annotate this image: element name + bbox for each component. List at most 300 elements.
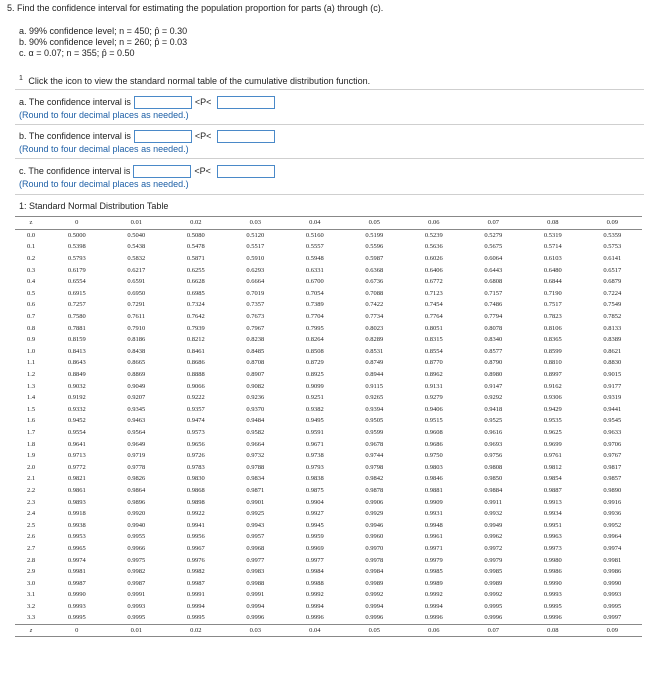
table-row [15,299,642,311]
probability-cell: 0.7881 [67,324,86,332]
probability-cell: 0.6628 [186,278,205,286]
answer-a-upper-input[interactable] [217,96,275,109]
table-row [15,369,642,381]
probability-cell: 0.9982 [127,568,146,576]
probability-cell: 0.5714 [543,243,562,251]
probability-cell: 0.9115 [365,382,384,390]
probability-cell: 0.9719 [127,452,146,460]
probability-cell: 0.5398 [67,243,86,251]
probability-cell: 0.9972 [484,544,503,552]
probability-cell: 0.8186 [127,336,146,344]
probability-cell: 0.9515 [424,417,443,425]
probability-cell: 0.8621 [603,347,622,355]
table-row [15,589,642,601]
probability-cell: 0.6772 [424,278,443,286]
probability-cell: 0.8106 [543,324,562,332]
table-row [15,508,642,520]
probability-cell: 0.9989 [484,579,503,587]
probability-cell: 0.7123 [424,289,443,297]
probability-cell: 0.9995 [67,614,86,622]
table-footer-cell: 0.01 [107,624,167,637]
probability-cell: 0.9656 [186,440,205,448]
probability-cell: 0.9599 [365,428,384,436]
probability-cell: 0.9980 [543,556,562,564]
probability-cell: 0.9938 [67,521,86,529]
probability-cell: 0.9429 [543,405,562,413]
z-value-cell: 0.2 [26,255,36,263]
probability-cell: 0.9875 [305,486,324,494]
probability-cell: 0.7910 [127,324,146,332]
probability-cell: 0.9992 [305,591,324,599]
z-value-cell: 1.7 [26,428,36,436]
table-row [15,253,642,265]
table-footer-cell: 0.02 [166,624,226,637]
probability-cell: 0.9904 [305,498,324,506]
table-row [15,543,642,555]
probability-cell: 0.9817 [603,463,622,471]
z-value-cell: 1.5 [26,405,36,413]
probability-cell: 0.9861 [67,486,86,494]
probability-cell: 0.9977 [246,556,265,564]
table-row [15,577,642,589]
probability-cell: 0.9726 [186,452,205,460]
probability-cell: 0.5478 [186,243,205,251]
probability-cell: 0.9788 [246,463,265,471]
probability-cell: 0.9474 [186,417,205,425]
probability-cell: 0.9649 [127,440,146,448]
probability-cell: 0.9967 [186,544,205,552]
z-value-cell: 3.1 [26,591,36,599]
probability-cell: 0.9871 [246,486,265,494]
probability-cell: 0.9911 [484,498,503,506]
probability-cell: 0.9678 [365,440,384,448]
probability-cell: 0.9898 [186,498,205,506]
table-footer-cell: 0.05 [345,624,405,637]
probability-cell: 0.9505 [365,417,384,425]
probability-cell: 0.9925 [246,510,265,518]
probability-cell: 0.7549 [603,301,622,309]
table-header-cell: 0.01 [107,217,167,230]
probability-cell: 0.9931 [424,510,443,518]
probability-cell: 0.9826 [127,475,146,483]
probability-cell: 0.5910 [246,255,265,263]
z-value-cell: 2.1 [26,475,36,483]
probability-cell: 0.9916 [603,498,622,506]
z-value-cell: 3.3 [26,614,36,622]
table-row [15,485,642,497]
probability-cell: 0.9236 [246,394,265,402]
table-row [15,392,642,404]
question-number: 5. [7,3,15,13]
probability-cell: 0.9968 [246,544,265,552]
z-value-cell: 2.8 [26,556,36,564]
probability-cell: 0.9767 [603,452,622,460]
hint-text: Click the icon to view the standard normal table of the cumulative distribution function. [28,76,371,86]
table-row [15,334,642,346]
probability-cell: 0.9963 [543,533,562,541]
probability-cell: 0.5438 [127,243,146,251]
probability-cell: 0.9992 [365,591,384,599]
z-value-cell: 0.1 [26,243,36,251]
divider [15,158,644,159]
probability-cell: 0.8023 [365,324,384,332]
probability-cell: 0.9965 [67,544,86,552]
probability-cell: 0.9997 [603,614,622,622]
probability-cell: 0.6103 [543,255,562,263]
probability-cell: 0.5160 [305,231,324,239]
probability-cell: 0.9987 [67,579,86,587]
probability-cell: 0.9981 [603,556,622,564]
probability-cell: 0.9966 [127,544,146,552]
answer-a-lower-input[interactable] [134,96,192,109]
probability-cell: 0.9535 [543,417,562,425]
table-row [15,346,642,358]
probability-cell: 0.5040 [127,231,146,239]
probability-cell: 0.5596 [365,243,384,251]
part-c: c. α = 0.07; n = 355; p̂ = 0.50 [19,48,135,58]
probability-cell: 0.5832 [127,255,146,263]
z-value-cell: 1.8 [26,440,36,448]
probability-cell: 0.9838 [305,475,324,483]
answer-b [19,129,275,154]
probability-cell: 0.9901 [246,498,265,506]
probability-cell: 0.6217 [127,266,146,274]
probability-cell: 0.5199 [365,231,384,239]
probability-cell: 0.9582 [246,428,265,436]
probability-cell: 0.9319 [603,394,622,402]
probability-cell: 0.9608 [424,428,443,436]
probability-cell: 0.6368 [365,266,384,274]
probability-cell: 0.9932 [484,510,503,518]
probability-cell: 0.9864 [127,486,146,494]
answer-c-lower-input[interactable] [133,165,191,178]
probability-cell: 0.9995 [186,614,205,622]
probability-cell: 0.9984 [305,568,324,576]
probability-cell: 0.9991 [186,591,205,599]
probability-cell: 0.8508 [305,347,324,355]
table-footer-cell: 0.08 [523,624,583,637]
z-value-cell: 2.6 [26,533,36,541]
probability-cell: 0.6517 [603,266,622,274]
probability-cell: 0.8078 [484,324,503,332]
probability-cell: 0.9906 [365,498,384,506]
z-value-cell: 0.6 [26,301,36,309]
probability-cell: 0.9732 [246,452,265,460]
probability-cell: 0.8997 [543,371,562,379]
probability-cell: 0.7642 [186,313,205,321]
probability-cell: 0.9671 [305,440,324,448]
z-value-cell: 2.3 [26,498,36,506]
table-header-cell: 0.07 [464,217,524,230]
probability-cell: 0.7967 [246,324,265,332]
probability-cell: 0.8531 [365,347,384,355]
table-header-cell: 0.02 [166,217,226,230]
z-value-cell: 0.5 [26,289,36,297]
probability-cell: 0.9162 [543,382,562,390]
probability-cell: 0.9881 [424,486,443,494]
probability-cell: 0.9896 [127,498,146,506]
probability-cell: 0.9207 [127,394,146,402]
probability-cell: 0.9591 [305,428,324,436]
probability-cell: 0.9941 [186,521,205,529]
probability-cell: 0.9984 [365,568,384,576]
table-row [15,461,642,473]
probability-cell: 0.7939 [186,324,205,332]
probability-cell: 0.8461 [186,347,205,355]
probability-cell: 0.9332 [67,405,86,413]
z-value-cell: 1.3 [26,382,36,390]
probability-cell: 0.8980 [484,371,503,379]
probability-cell: 0.5000 [67,231,86,239]
probability-cell: 0.9995 [603,602,622,610]
probability-cell: 0.9099 [305,382,324,390]
probability-cell: 0.9986 [543,568,562,576]
probability-cell: 0.9382 [305,405,324,413]
probability-cell: 0.9306 [543,394,562,402]
probability-cell: 0.9962 [484,533,503,541]
table-footer-cell: 0.03 [226,624,286,637]
probability-cell: 0.9370 [246,405,265,413]
probability-cell: 0.6406 [424,266,443,274]
probability-cell: 0.9949 [484,521,503,529]
probability-cell: 0.6141 [603,255,622,263]
probability-cell: 0.6064 [484,255,503,263]
probability-cell: 0.8438 [127,347,146,355]
probability-cell: 0.9525 [484,417,503,425]
probability-cell: 0.7734 [365,313,384,321]
parts-list [19,26,187,59]
probability-cell: 0.9990 [543,579,562,587]
table-row [15,554,642,566]
probability-cell: 0.5517 [246,243,265,251]
probability-cell: 0.8264 [305,336,324,344]
probability-cell: 0.9686 [424,440,443,448]
probability-cell: 0.6736 [365,278,384,286]
table-header-cell: 0.06 [404,217,464,230]
z-value-cell: 2.9 [26,568,36,576]
table-footer-cell: 0.09 [583,624,643,637]
probability-cell: 0.9989 [424,579,443,587]
probability-cell: 0.9693 [484,440,503,448]
probability-cell: 0.9996 [365,614,384,622]
probability-cell: 0.9887 [543,486,562,494]
probability-cell: 0.9265 [365,394,384,402]
probability-cell: 0.9959 [305,533,324,541]
probability-cell: 0.9495 [305,417,324,425]
probability-cell: 0.9993 [67,602,86,610]
probability-cell: 0.7673 [246,313,265,321]
probability-cell: 0.6664 [246,278,265,286]
table-footer-cell: 0 [47,624,107,637]
probability-cell: 0.9985 [424,568,443,576]
probability-cell: 0.7580 [67,313,86,321]
divider [15,89,644,90]
z-value-cell: 2.2 [26,486,36,494]
probability-cell: 0.8485 [246,347,265,355]
probability-cell: 0.9952 [603,521,622,529]
answer-b-upper-input[interactable] [217,130,275,143]
z-value-cell: 0.9 [26,336,36,344]
probability-cell: 0.9992 [484,591,503,599]
probability-cell: 0.6331 [305,266,324,274]
probability-cell: 0.9986 [603,568,622,576]
normal-table-container [15,216,642,637]
probability-cell: 0.9616 [484,428,503,436]
z-value-cell: 1.4 [26,394,36,402]
probability-cell: 0.9744 [365,452,384,460]
table-footer-cell: 0.04 [285,624,345,637]
probability-cell: 0.9992 [424,591,443,599]
answer-a-note: (Round to four decimal places as needed.) [19,110,189,120]
probability-cell: 0.9989 [365,579,384,587]
table-row [15,566,642,578]
probability-cell: 0.5636 [424,243,443,251]
probability-cell: 0.9750 [424,452,443,460]
probability-cell: 0.9978 [365,556,384,564]
probability-cell: 0.9279 [424,394,443,402]
probability-cell: 0.8643 [67,359,86,367]
probability-cell: 0.9441 [603,405,622,413]
probability-cell: 0.8051 [424,324,443,332]
probability-cell: 0.6808 [484,278,503,286]
probability-cell: 0.9554 [67,428,86,436]
table-hint[interactable] [19,75,370,86]
table-header-cell: 0 [47,217,107,230]
probability-cell: 0.9082 [246,382,265,390]
table-row [15,264,642,276]
probability-cell: 0.9945 [305,521,324,529]
probability-cell: 0.9573 [186,428,205,436]
probability-cell: 0.9641 [67,440,86,448]
table-row [15,427,642,439]
table-row [15,288,642,300]
probability-cell: 0.7291 [127,301,146,309]
probability-cell: 0.9793 [305,463,324,471]
probability-cell: 0.6700 [305,278,324,286]
probability-cell: 0.8869 [127,371,146,379]
probability-cell: 0.8665 [127,359,146,367]
probability-cell: 0.9706 [603,440,622,448]
z-value-cell: 0.4 [26,278,36,286]
probability-cell: 0.9345 [127,405,146,413]
table-header-cell: 0.05 [345,217,405,230]
probability-cell: 0.9981 [67,568,86,576]
table-row [15,473,642,485]
probability-cell: 0.5948 [305,255,324,263]
answer-c [19,164,275,189]
probability-cell: 0.6985 [186,289,205,297]
probability-cell: 0.9808 [484,463,503,471]
probability-cell: 0.7054 [305,289,324,297]
probability-cell: 0.9943 [246,521,265,529]
probability-cell: 0.9909 [424,498,443,506]
probability-cell: 0.7823 [543,313,562,321]
probability-cell: 0.7852 [603,313,622,321]
probability-cell: 0.9951 [543,521,562,529]
table-footer-cell: z [15,624,47,637]
table-header-cell: 0.04 [285,217,345,230]
probability-cell: 0.5987 [365,255,384,263]
probability-cell: 0.9994 [305,602,324,610]
probability-cell: 0.9988 [305,579,324,587]
probability-cell: 0.9994 [246,602,265,610]
probability-cell: 0.9846 [424,475,443,483]
z-value-cell: 1.2 [26,371,36,379]
probability-cell: 0.9545 [603,417,622,425]
probability-cell: 0.9946 [365,521,384,529]
probability-cell: 0.9049 [127,382,146,390]
probability-cell: 0.9394 [365,405,384,413]
probability-cell: 0.9192 [67,394,86,402]
z-value-cell: 2.7 [26,544,36,552]
probability-cell: 0.9974 [67,556,86,564]
probability-cell: 0.9756 [484,452,503,460]
probability-cell: 0.8554 [424,347,443,355]
probability-cell: 0.5753 [603,243,622,251]
answer-b-inequality: <P< [194,131,212,141]
probability-cell: 0.8729 [305,359,324,367]
probability-cell: 0.9988 [246,579,265,587]
probability-cell: 0.9842 [365,475,384,483]
probability-cell: 0.9996 [484,614,503,622]
probability-cell: 0.8925 [305,371,324,379]
probability-cell: 0.7257 [67,301,86,309]
answer-c-upper-input[interactable] [217,165,275,178]
probability-cell: 0.8340 [484,336,503,344]
table-footer-row [15,624,642,637]
probability-cell: 0.9936 [603,510,622,518]
probability-cell: 0.9406 [424,405,443,413]
table-link-icon[interactable]: 1 [19,75,23,82]
probability-cell: 0.7357 [246,301,265,309]
probability-cell: 0.9761 [543,452,562,460]
probability-cell: 0.6554 [67,278,86,286]
probability-cell: 0.9977 [305,556,324,564]
probability-cell: 0.9222 [186,394,205,402]
answer-b-lower-input[interactable] [134,130,192,143]
probability-cell: 0.9893 [67,498,86,506]
z-value-cell: 0.8 [26,324,36,332]
probability-cell: 0.9812 [543,463,562,471]
probability-cell: 0.7704 [305,313,324,321]
probability-cell: 0.9772 [67,463,86,471]
probability-cell: 0.9987 [186,579,205,587]
probability-cell: 0.6950 [127,289,146,297]
probability-cell: 0.9015 [603,371,622,379]
probability-cell: 0.8686 [186,359,205,367]
probability-cell: 0.7454 [424,301,443,309]
z-value-cell: 2.5 [26,521,36,529]
probability-cell: 0.9147 [484,382,503,390]
probability-cell: 0.8907 [246,371,265,379]
z-value-cell: 2.0 [26,463,36,471]
probability-cell: 0.6844 [543,278,562,286]
probability-cell: 0.9664 [246,440,265,448]
probability-cell: 0.6179 [67,266,86,274]
probability-cell: 0.9970 [365,544,384,552]
answer-a [19,95,275,120]
probability-cell: 0.9066 [186,382,205,390]
probability-cell: 0.9993 [543,591,562,599]
probability-cell: 0.9803 [424,463,443,471]
probability-cell: 0.9878 [365,486,384,494]
probability-cell: 0.9953 [67,533,86,541]
probability-cell: 0.9463 [127,417,146,425]
probability-cell: 0.9994 [424,602,443,610]
probability-cell: 0.8577 [484,347,503,355]
probability-cell: 0.8888 [186,371,205,379]
probability-cell: 0.5871 [186,255,205,263]
